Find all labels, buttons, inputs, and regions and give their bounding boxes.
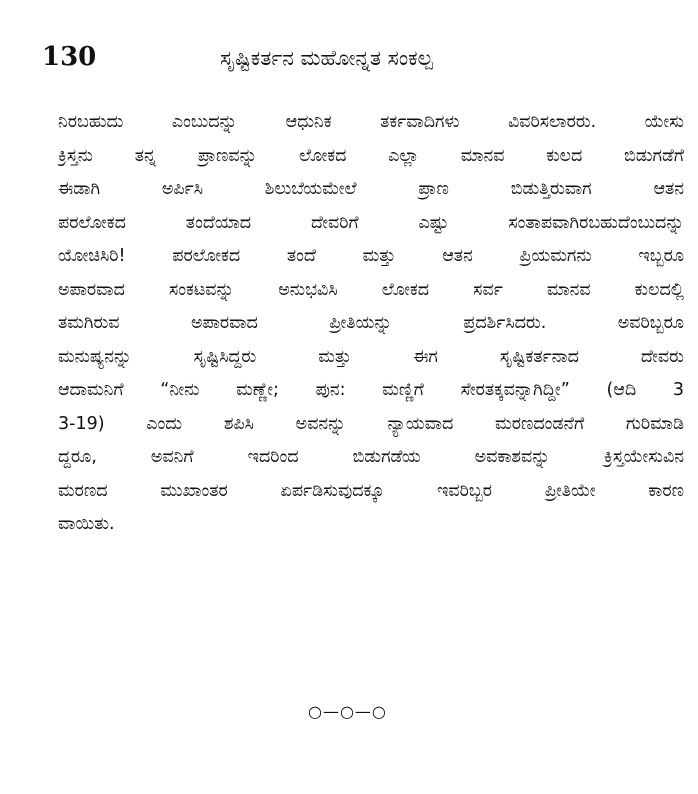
text-line: ಆದಾಮನಿಗೆ “ನೀನು ಮಣ್ಣೇ; ಪುನ: ಮಣ್ಣಿಗೆ ಸೇರತಕ್ಕವನ್ನಾಗಿದ್ದೀ” (ಆದಿ 3 xyxy=(58,380,684,400)
end-ornament: ○—○—○ xyxy=(308,702,387,721)
page-number: 130 xyxy=(42,42,97,72)
text-line: ನಿರಬಹುದು ಎಂಬುದನ್ನು ಆಧುನಿಕ ತರ್ಕವಾದಿಗಳು ವಿವರಿಸಲಾರರು. ಯೇಸು xyxy=(58,112,684,132)
text-line: ಅಪಾರವಾದ ಸಂಕಟವನ್ನು ಅನುಭವಿಸಿ ಲೋಕದ ಸರ್ವ ಮಾನವ ಕುಲದಲ್ಲಿ xyxy=(58,279,684,300)
running-title: ಸೃಷ್ಟಿಕರ್ತನ ಮಹೋನ್ನತ ಸಂಕಲ್ಪ xyxy=(220,46,433,70)
text-line: ಮನುಷ್ಯನನ್ನು ಸೃಷ್ಟಿಸಿದ್ದರು ಮತ್ತು ಈಗ ಸೃಷ್ಟಿಕರ್ತನಾದ ದೇವರು xyxy=(58,346,684,367)
text-line: ತಮಗಿರುವ ಅಪಾರವಾದ ಪ್ರೀತಿಯನ್ನು ಪ್ರದರ್ಶಿಸಿದರು. ಅವರಿಬ್ಬರೂ xyxy=(58,313,684,333)
text-line: ವಾಯಿತು. xyxy=(58,514,115,534)
body-paragraph xyxy=(58,106,684,542)
text-line: ಪರಲೋಕದ ತಂದೆಯಾದ ದೇವರಿಗೆ ಎಷ್ಟು ಸಂತಾಪವಾಗಿರಬಹುದೆಂಬುದನ್ನು xyxy=(58,212,684,233)
text-line: ದ್ದರೂ, ಅವನಿಗೆ ಇದರಿಂದ ಬಿಡುಗಡೆಯ ಅವಕಾಶವನ್ನು ಕ್ರಿಸ್ತಯೇಸುವಿನ xyxy=(58,447,684,467)
text-line: ಮರಣದ ಮುಖಾಂತರ ಏರ್ಪಡಿಸುವುದಕ್ಕೂ ಇವರಿಬ್ಬರ ಪ್ರೀತಿಯೇ ಕಾರಣ xyxy=(58,480,684,501)
text-line: ಕ್ರಿಸ್ತನು ತನ್ನ ಪ್ರಾಣವನ್ನು ಲೋಕದ ಎಲ್ಲಾ ಮಾನವ ಕುಲದ ಬಿಡುಗಡೆಗೆ xyxy=(58,145,684,166)
text-line: ಯೋಚಿಸಿರಿ! ಪರಲೋಕದ ತಂದೆ ಮತ್ತು ಆತನ ಪ್ರಿಯಮಗನು ಇಬ್ಬರೂ xyxy=(58,246,684,266)
text-line: ಈಡಾಗಿ ಅರ್ಪಿಸಿ ಶಿಲುಬೆಯಮೇಲೆ ಪ್ರಾಣ ಬಿಡುತ್ತಿರುವಾಗ ಆತನ xyxy=(58,179,684,199)
text-line: 3-19) ಎಂದು ಶಪಿಸಿ ಅವನನ್ನು ನ್ಯಾಯವಾದ ಮರಣದಂಡನೆಗೆ ಗುರಿಮಾಡಿ xyxy=(58,413,684,434)
page-header xyxy=(42,42,662,82)
